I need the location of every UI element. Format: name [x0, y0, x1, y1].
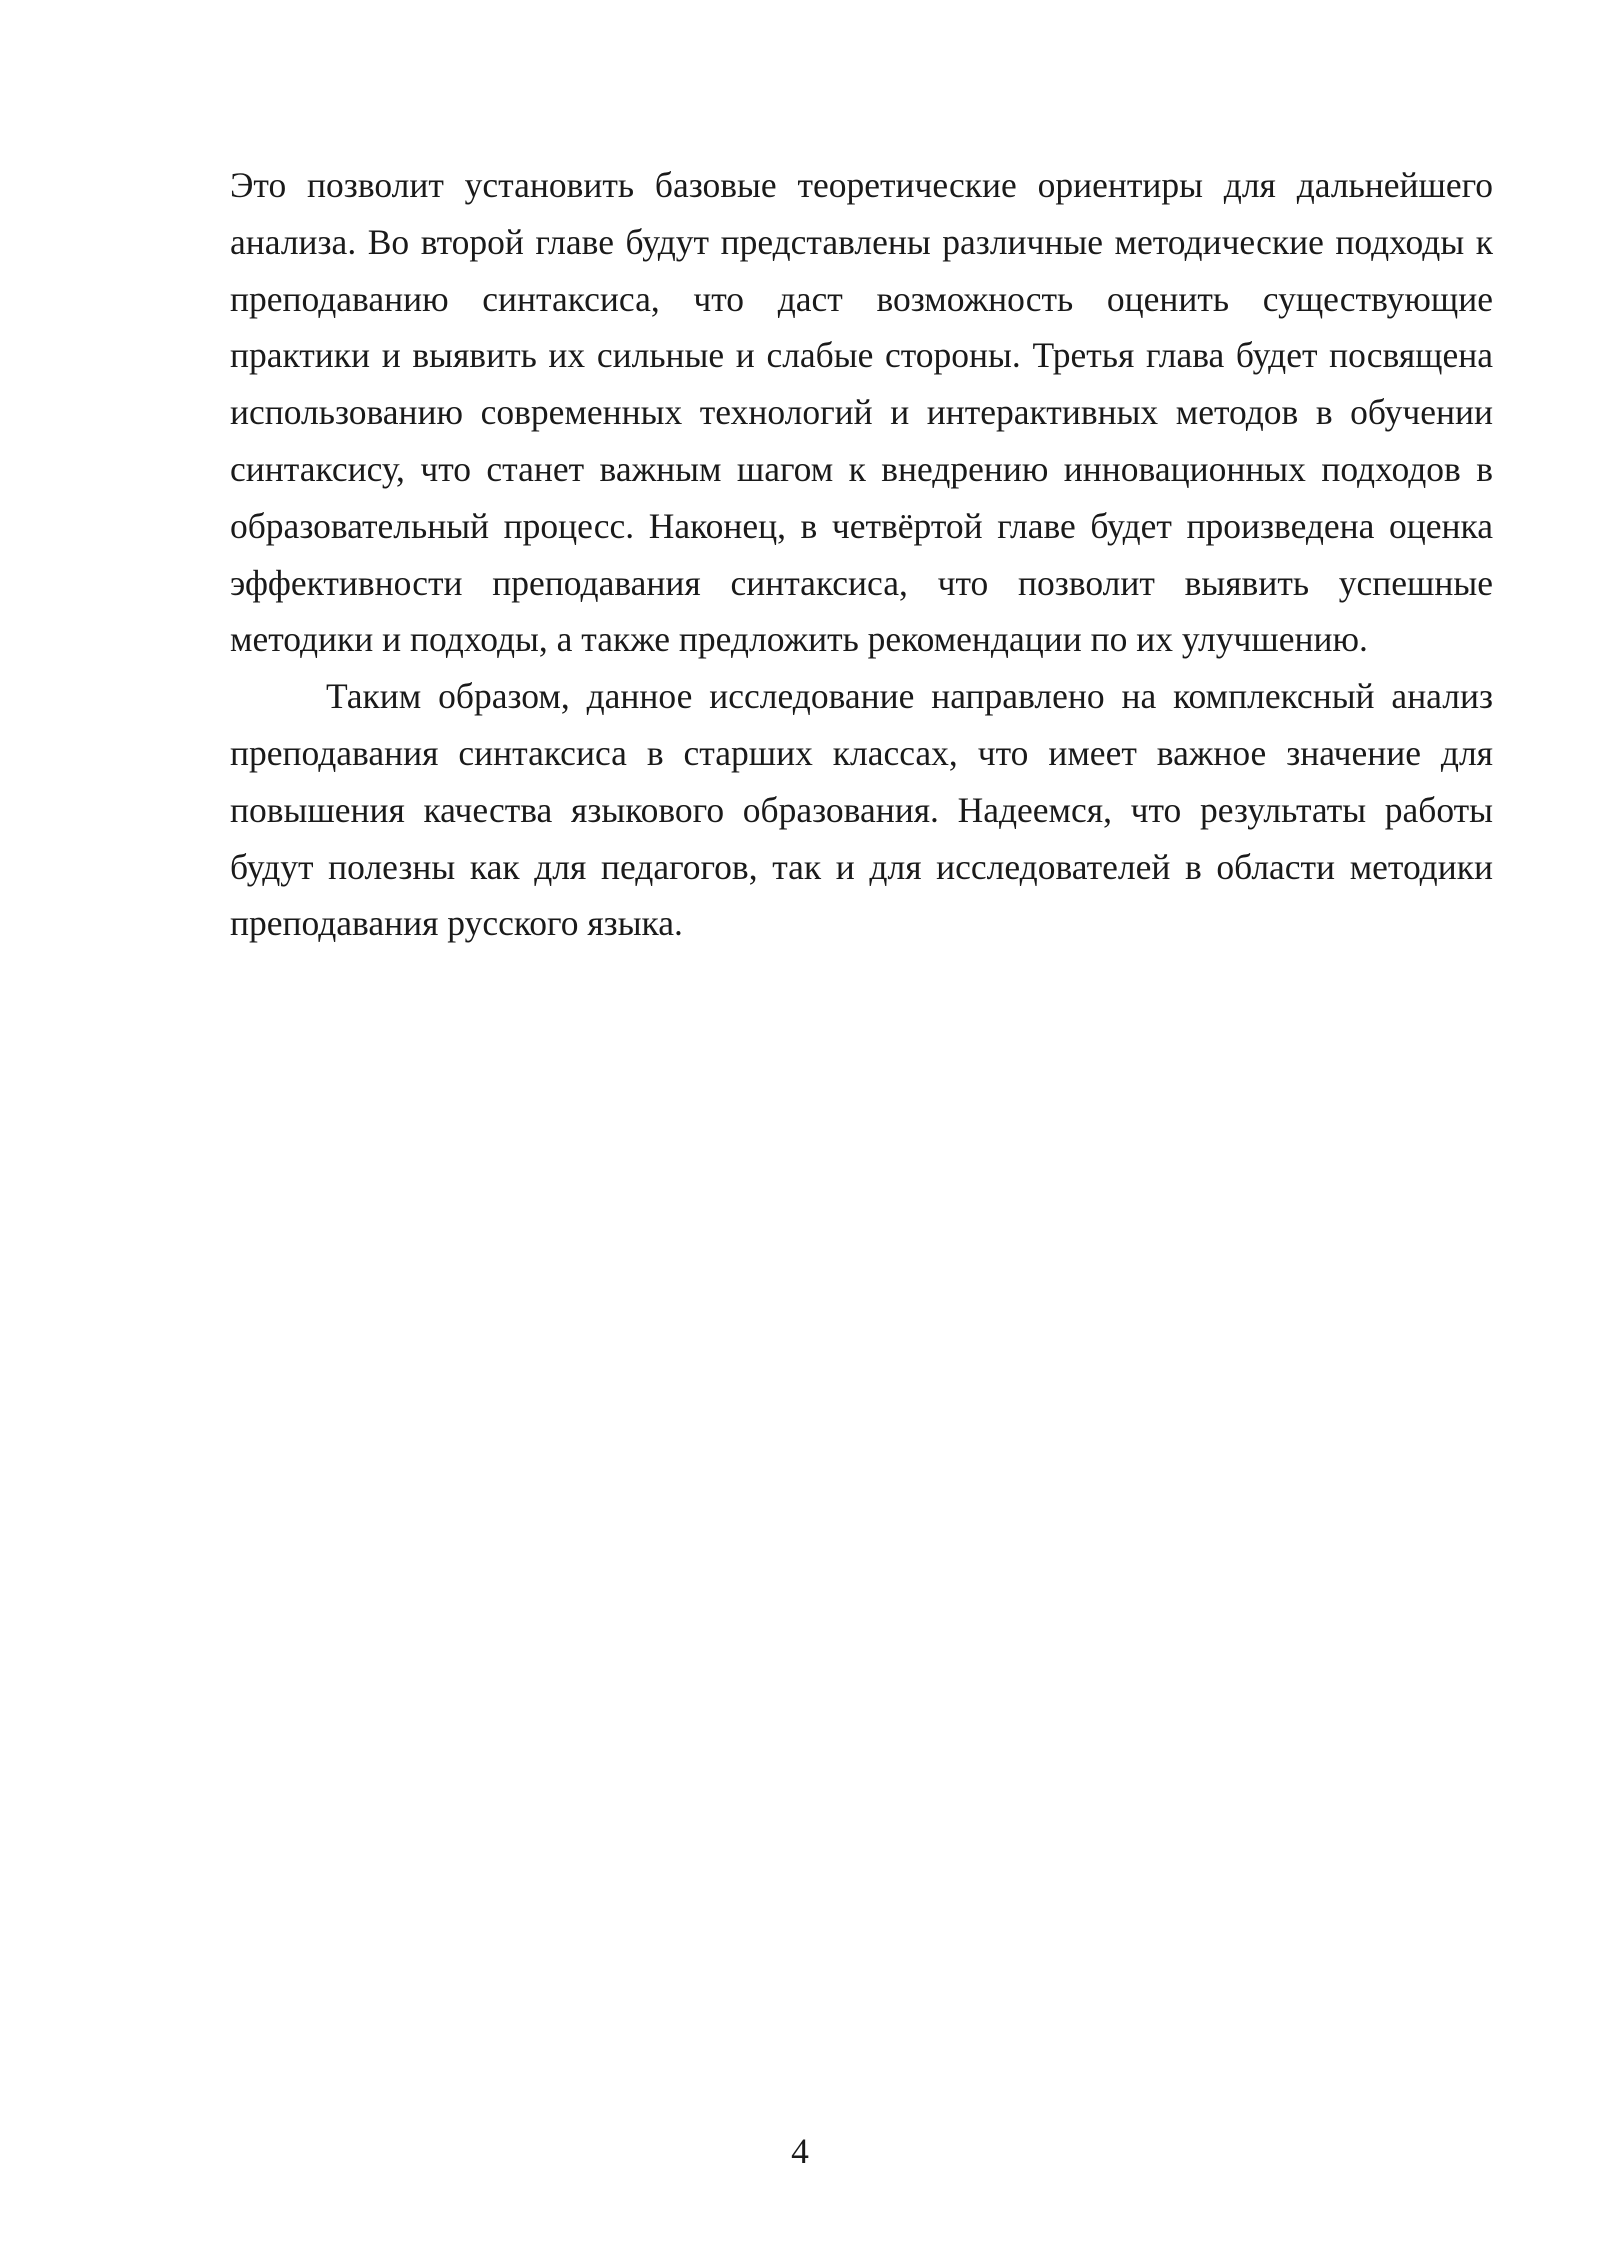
page-number: 4 [791, 2131, 809, 2171]
paragraph-chapters-overview: Это позволит установить базовые теоретические ориентиры для дальнейшего анализа. Во второй главе будут представлены различные методические подходы к преподаванию синтаксиса, что даст возможность оценить существующие практики и выявить их сильные и слабые стороны. Третья глава будет посвящена использованию современных технологий и интерактивных методов в обучении синтаксису, что станет важным шагом к внедрению инновационных подходов в образовательный процесс. Наконец, в четвёртой главе будет произведена оценка эффективности преподавания синтаксиса, что позволит выявить успешные методики и подходы, а также предложить рекомендации по их улучшению. [230, 165, 1493, 660]
paragraph-conclusion: Таким образом, данное исследование направлено на комплексный анализ преподавания синтаксиса в старших классах, что имеет важное значение для повышения качества языкового образования. Надеемся, что результаты работы будут полезны как для педагогов, так и для исследователей в области методики преподавания русского языка. [230, 676, 1493, 944]
document-body [230, 157, 1493, 952]
